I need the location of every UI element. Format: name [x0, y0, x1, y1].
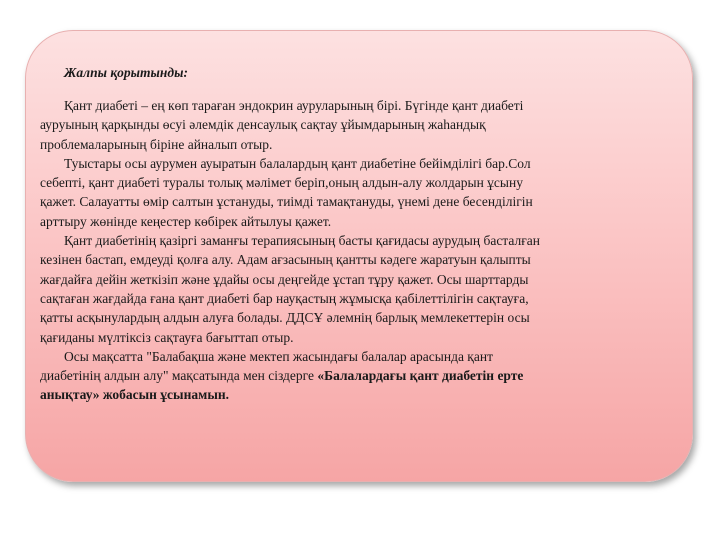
project-title-part: анықтау» жобасын ұсынамын. — [40, 387, 230, 403]
text-content — [40, 64, 680, 405]
text-line: қажет. Салауатты өмір салтын ұстануды, тиімді тамақтануды, үнемі дене бесенділігін — [40, 194, 533, 210]
text-line: проблемаларының біріне айналып отыр. — [40, 136, 273, 152]
text-line: кезінен бастап, емдеуді қолға алу. Адам ағзасының қантты кәдеге жаратуын қалыпты — [40, 252, 531, 268]
section-heading: Жалпы қорытынды: — [64, 65, 188, 80]
text-line: ауруының қарқынды өсуі әлемдік денсаулық сақтау ұйымдарының жаһандық — [40, 117, 486, 133]
text-line: себепті, қант диабеті туралы толық мәлімет беріп,оның алдын-алу жолдарын ұсыну — [40, 175, 523, 191]
text-line: Қант диабеті – ең көп тараған эндокрин ауруларының бірі. Бүгінде қант диабеті — [64, 98, 524, 113]
text-line: қатты асқынулардың алдын алуға болады. ДДСҰ әлемнің барлық мемлекеттерін осы — [40, 310, 530, 326]
text-line: арттыру жөнінде кеңестер көбірек айтылуы қажет. — [40, 213, 332, 229]
text-line: Қант диабетінің қазіргі заманғы терапиясының басты қағидасы аурудың басталған — [64, 233, 540, 249]
text-line — [40, 366, 680, 385]
text-line: жағдайға дейін жеткізіп және ұдайы осы деңгейде ұстап тұру қажет. Осы шарттарды — [40, 271, 529, 287]
text-line: Туыстары осы аурумен ауыратын балалардың қант диабетіне бейімділігі бар.Сол — [64, 155, 531, 171]
text-line: сақтаған жағдайда ғана қант диабеті бар науқастың жұмысқа қабілеттілігін сақтауға, — [40, 290, 529, 306]
text-line: қағиданы мүлтіксіз сақтауға бағыттап отыр. — [40, 329, 294, 345]
text-segment: диабетінің алдын алу" мақсатында мен сіздерге — [40, 368, 318, 384]
text-line: Осы мақсатта "Балабақша және мектеп жасындағы балалар арасында қант — [64, 348, 493, 364]
project-title-part: «Балалардағы қант диабетін ерте — [317, 368, 524, 384]
body-paragraphs — [40, 96, 680, 405]
